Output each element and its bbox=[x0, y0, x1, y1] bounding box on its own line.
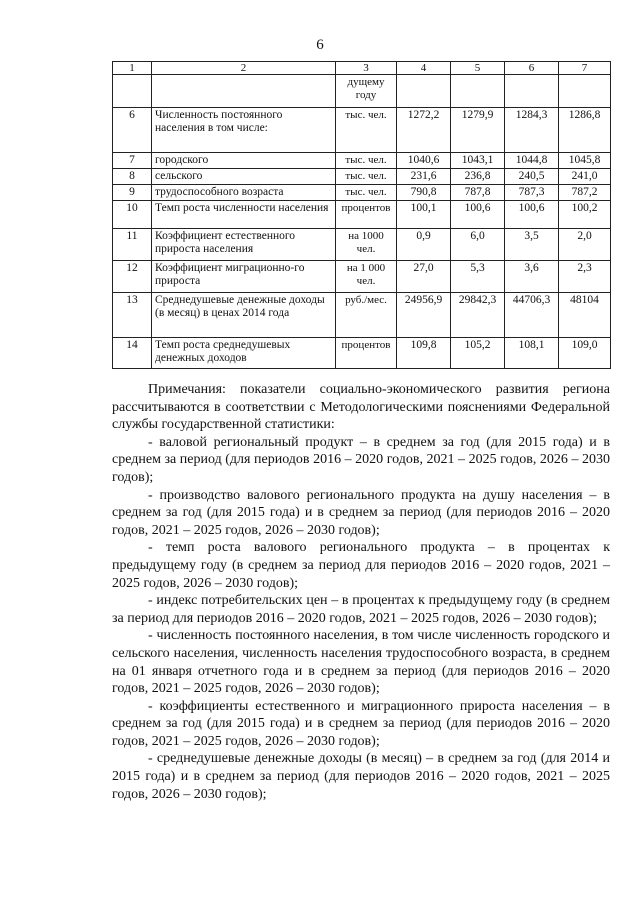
table-header-row bbox=[113, 62, 611, 75]
row-number-cell: 9 bbox=[113, 185, 152, 201]
note-item: - численность постоянного населения, в том числе численность городского и сельского населения, численность населения трудоспособного возраста, в среднем на 01 января отчетного года и в среднем за период (для периодов 2016 – 2020 годов, 2021 – 2025 годов, 2026 – 2030 годов); bbox=[112, 628, 610, 697]
value-cell: 787,3 bbox=[505, 185, 559, 201]
value-cell: 2,0 bbox=[559, 229, 611, 261]
row-number-cell: 13 bbox=[113, 293, 152, 338]
value-cell: 109,0 bbox=[559, 338, 611, 369]
value-cell: 241,0 bbox=[559, 169, 611, 185]
indicator-name-cell: Коэффициент миграционно-го прироста bbox=[152, 261, 336, 293]
indicator-name-cell: сельского bbox=[152, 169, 336, 185]
value-cell: 1044,8 bbox=[505, 153, 559, 169]
indicator-name-cell: Среднедушевые денежные доходы (в месяц) в ценах 2014 года bbox=[152, 293, 336, 338]
table-row bbox=[113, 338, 611, 369]
indicator-name-cell: городского bbox=[152, 153, 336, 169]
value-cell: 27,0 bbox=[397, 261, 451, 293]
unit-cell: на 1 000 чел. bbox=[336, 261, 397, 293]
value-cell bbox=[397, 75, 451, 108]
value-cell: 787,8 bbox=[451, 185, 505, 201]
row-number-cell: 12 bbox=[113, 261, 152, 293]
value-cell: 44706,3 bbox=[505, 293, 559, 338]
value-cell: 1279,9 bbox=[451, 108, 505, 153]
value-cell: 108,1 bbox=[505, 338, 559, 369]
table-row bbox=[113, 75, 611, 108]
value-cell: 787,2 bbox=[559, 185, 611, 201]
table-header-cell: 3 bbox=[336, 62, 397, 75]
value-cell: 100,1 bbox=[397, 201, 451, 229]
table-header-cell: 7 bbox=[559, 62, 611, 75]
indicator-name-cell: трудоспособного возраста bbox=[152, 185, 336, 201]
indicator-name-cell: Коэффициент естественного прироста населения bbox=[152, 229, 336, 261]
table-header-cell: 6 bbox=[505, 62, 559, 75]
value-cell: 100,2 bbox=[559, 201, 611, 229]
value-cell: 0,9 bbox=[397, 229, 451, 261]
note-item: - валовой региональный продукт – в среднем за год (для 2015 года) и в среднем за период (для периодов 2016 – 2020 годов, 2021 – 2025 годов, 2026 – 2030 годов); bbox=[112, 434, 610, 485]
value-cell: 24956,9 bbox=[397, 293, 451, 338]
indicator-name-cell: Численность постоянного населения в том числе: bbox=[152, 108, 336, 153]
note-item: - производство валового регионального продукта на душу населения – в среднем за год (для 2015 года) и в среднем за период (для периодов 2016 – 2020 годов, 2021 – 2025 годов, 2026 – 2030 годов); bbox=[112, 487, 610, 538]
indicator-name-cell bbox=[152, 75, 336, 108]
row-number-cell: 6 bbox=[113, 108, 152, 153]
table-row bbox=[113, 169, 611, 185]
unit-cell: руб./мес. bbox=[336, 293, 397, 338]
value-cell: 100,6 bbox=[451, 201, 505, 229]
table-row bbox=[113, 229, 611, 261]
table-header-cell: 2 bbox=[152, 62, 336, 75]
value-cell: 29842,3 bbox=[451, 293, 505, 338]
value-cell: 240,5 bbox=[505, 169, 559, 185]
note-item: - индекс потребительских цен – в процентах к предыдущему году (в среднем за период для периодов 2016 – 2020 годов, 2021 – 2025 годов, 2026 – 2030 годов); bbox=[112, 593, 610, 626]
table-header-cell: 5 bbox=[451, 62, 505, 75]
row-number-cell: 8 bbox=[113, 169, 152, 185]
value-cell: 5,3 bbox=[451, 261, 505, 293]
notes-intro: Примечания: показатели социально-экономического развития региона рассчитываются в соответствии с Методологическими пояснениями Федеральной службы государственной статистики: bbox=[112, 382, 610, 433]
value-cell: 2,3 bbox=[559, 261, 611, 293]
note-item: - темп роста валового регионального продукта – в процентах к предыдущему году (в среднем за период для периодов 2016 – 2020 годов, 2021 – 2025 годов, 2026 – 2030 годов); bbox=[112, 540, 610, 591]
value-cell: 3,6 bbox=[505, 261, 559, 293]
value-cell: 1272,2 bbox=[397, 108, 451, 153]
value-cell: 3,5 bbox=[505, 229, 559, 261]
value-cell bbox=[505, 75, 559, 108]
value-cell bbox=[559, 75, 611, 108]
table-header-cell: 1 bbox=[113, 62, 152, 75]
indicator-name-cell: Темп роста среднедушевых денежных доходов bbox=[152, 338, 336, 369]
unit-cell: тыс. чел. bbox=[336, 153, 397, 169]
unit-cell: тыс. чел. bbox=[336, 169, 397, 185]
value-cell: 109,8 bbox=[397, 338, 451, 369]
row-number-cell: 7 bbox=[113, 153, 152, 169]
table-row bbox=[113, 108, 611, 153]
value-cell: 1040,6 bbox=[397, 153, 451, 169]
table-row bbox=[113, 261, 611, 293]
page-number: 6 bbox=[316, 37, 324, 53]
value-cell: 105,2 bbox=[451, 338, 505, 369]
unit-cell: тыс. чел. bbox=[336, 108, 397, 153]
value-cell: 1043,1 bbox=[451, 153, 505, 169]
value-cell: 1284,3 bbox=[505, 108, 559, 153]
row-number-cell: 14 bbox=[113, 338, 152, 369]
value-cell: 6,0 bbox=[451, 229, 505, 261]
value-cell: 236,8 bbox=[451, 169, 505, 185]
value-cell: 231,6 bbox=[397, 169, 451, 185]
unit-cell: на 1000 чел. bbox=[336, 229, 397, 261]
value-cell: 1045,8 bbox=[559, 153, 611, 169]
value-cell: 1286,8 bbox=[559, 108, 611, 153]
unit-cell: процентов bbox=[336, 338, 397, 369]
indicators-table bbox=[112, 61, 611, 369]
indicator-name-cell: Темп роста численности населения bbox=[152, 201, 336, 229]
value-cell: 100,6 bbox=[505, 201, 559, 229]
note-item: - коэффициенты естественного и миграционного прироста населения – в среднем за год (для 2015 года) и в среднем за период (для периодов 2016 – 2020 годов, 2021 – 2025 годов, 2026 – 2030 годов); bbox=[112, 698, 610, 749]
table-row bbox=[113, 153, 611, 169]
row-number-cell bbox=[113, 75, 152, 108]
notes-section bbox=[112, 381, 610, 803]
unit-cell: процентов bbox=[336, 201, 397, 229]
row-number-cell: 11 bbox=[113, 229, 152, 261]
note-item: - среднедушевые денежные доходы (в месяц) – в среднем за год (для 2014 и 2015 года) и в среднем за период (для периодов 2016 – 2020 годов, 2021 – 2025 годов, 2026 – 2030 годов); bbox=[112, 751, 610, 802]
unit-cell: дущему году bbox=[336, 75, 397, 108]
value-cell bbox=[451, 75, 505, 108]
table-row bbox=[113, 201, 611, 229]
value-cell: 48104 bbox=[559, 293, 611, 338]
table-header-cell: 4 bbox=[397, 62, 451, 75]
unit-cell: тыс. чел. bbox=[336, 185, 397, 201]
table-row bbox=[113, 293, 611, 338]
value-cell: 790,8 bbox=[397, 185, 451, 201]
table-row bbox=[113, 185, 611, 201]
row-number-cell: 10 bbox=[113, 201, 152, 229]
